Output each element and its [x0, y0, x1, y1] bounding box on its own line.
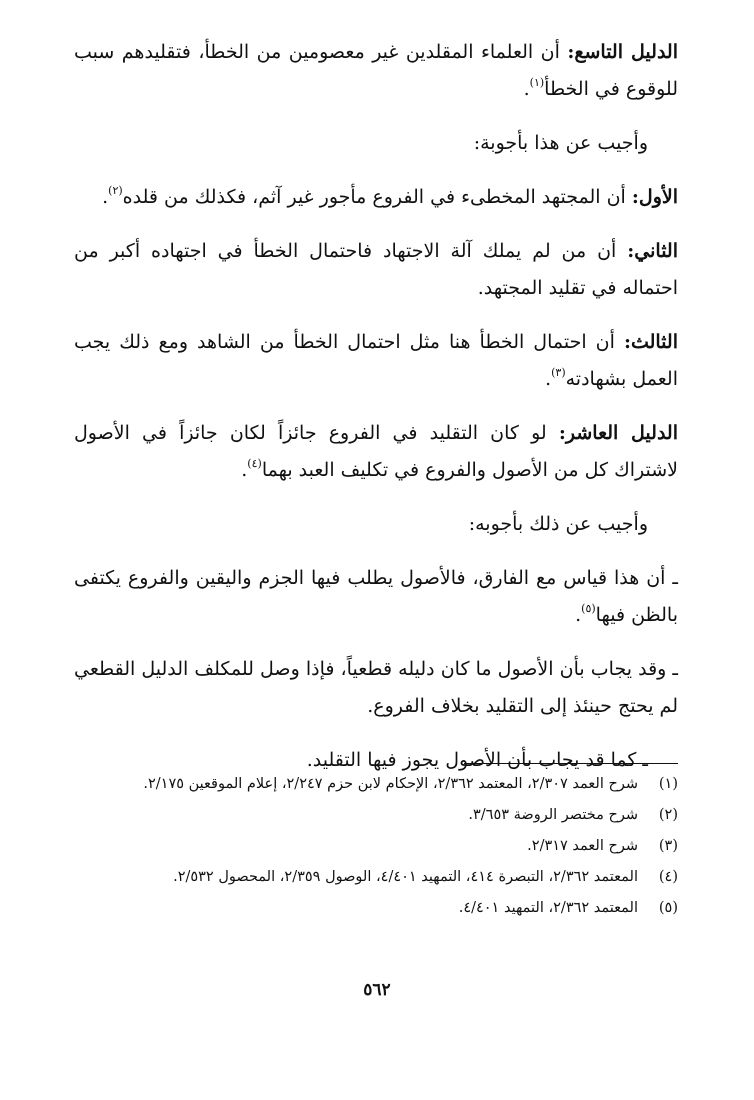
footnote-text: المعتمد ٢/٣٦٢، التمهيد ٤/٤٠١. [458, 900, 638, 916]
answer-third-end: . [545, 368, 552, 390]
paragraph-evidence-10 [74, 415, 678, 489]
answer-second-text: أن من لم يملك آلة الاجتهاد فاحتمال الخطأ في اجتهاده أكبر من احتماله في تقليد المجتهد. [74, 240, 678, 299]
footnote-ref-3: (٣) [551, 365, 566, 379]
footnote-ref-2: (٢) [108, 183, 123, 197]
paragraph-answer-third [74, 324, 678, 398]
page-number: ٥٦٢ [363, 980, 391, 1000]
answer-second-heading: الثاني: [627, 240, 678, 262]
footnote-ref-4: (٤) [247, 456, 262, 470]
footnote [74, 770, 678, 798]
dash-2-text: ـ وقد يجاب بأن الأصول ما كان دليله قطعياً، فإذا وصل للمكلف الدليل القطعي لم يحتج حينئذ إلى التقليد بخلاف الفروع. [74, 658, 678, 717]
evidence-9-heading: الدليل التاسع: [567, 41, 678, 63]
footnote [74, 894, 678, 922]
footnote-text: شرح العمد ٢/٣٠٧، المعتمد ٢/٣٦٢، الإحكام لابن حزم ٢/٢٤٧، إعلام الموقعين ٢/١٧٥. [143, 776, 638, 792]
paragraph-dash-1 [74, 560, 678, 634]
answers-intro-2-text: وأجيب عن ذلك بأجوبه: [468, 513, 648, 535]
paragraph-evidence-9 [74, 34, 678, 108]
footnote [74, 863, 678, 891]
footnotes [74, 770, 678, 925]
answer-third-text: أن احتمال الخطأ هنا مثل احتمال الخطأ من الشاهد ومع ذلك يجب العمل بشهادته [74, 331, 678, 390]
evidence-10-text: لو كان التقليد في الفروع جائزاً لكان جائزاً في الأصول لاشتراك كل من الأصول والفروع في تكليف العبد بهما [74, 422, 678, 481]
dash-3-text: ـ كما قد يجاب بأن الأصول يجوز فيها التقليد. [306, 749, 648, 771]
footnote-ref-5: (٥) [581, 601, 596, 615]
answer-third-heading: الثالث: [623, 331, 678, 353]
footnote-number: (٣) [658, 838, 678, 854]
answer-first-heading: الأول: [631, 186, 678, 208]
footnote [74, 832, 678, 860]
dash-1-text: ـ أن هذا قياس مع الفارق، فالأصول يطلب فيها الجزم واليقين والفروع يكتفى بالظن فيها [74, 567, 678, 626]
answer-first-end: . [102, 186, 109, 208]
evidence-9-text: أن العلماء المقلدين غير معصومين من الخطأ، فتقليدهم سبب للوقوع في الخطأ [74, 41, 678, 100]
dash-1-end: . [575, 604, 582, 626]
evidence-10-end: . [241, 459, 248, 481]
footnote-number: (١) [658, 776, 678, 792]
answer-first-text: أن المجتهد المخطىء في الفروع مأجور غير آثم، فكذلك من قلده [122, 186, 632, 208]
footnote-ref-1: (١) [529, 75, 545, 89]
main-text [74, 34, 678, 796]
footnote-number: (٢) [658, 807, 678, 823]
answers-intro-1-text: وأجيب عن هذا بأجوبة: [473, 132, 648, 154]
paragraph-answers-intro-2 [74, 506, 678, 543]
footnote-number: (٥) [658, 900, 678, 916]
footnote [74, 801, 678, 829]
footnote-text: شرح العمد ٢/٣١٧. [527, 838, 638, 854]
footnote-text: المعتمد ٢/٣٦٢، التبصرة ٤١٤، التمهيد ٤/٤٠١، الوصول ٢/٣٥٩، المحصول ٢/٥٣٢. [173, 869, 638, 885]
footnote-divider [464, 763, 678, 764]
paragraph-dash-2 [74, 651, 678, 725]
paragraph-answers-intro-1 [74, 125, 678, 162]
footnote-text: شرح مختصر الروضة ٣/٦٥٣. [468, 807, 638, 823]
paragraph-answer-first [74, 179, 678, 216]
evidence-10-heading: الدليل العاشر: [558, 422, 678, 444]
paragraph-answer-second [74, 233, 678, 307]
footnote-number: (٤) [658, 869, 678, 885]
evidence-9-end: . [523, 78, 530, 100]
